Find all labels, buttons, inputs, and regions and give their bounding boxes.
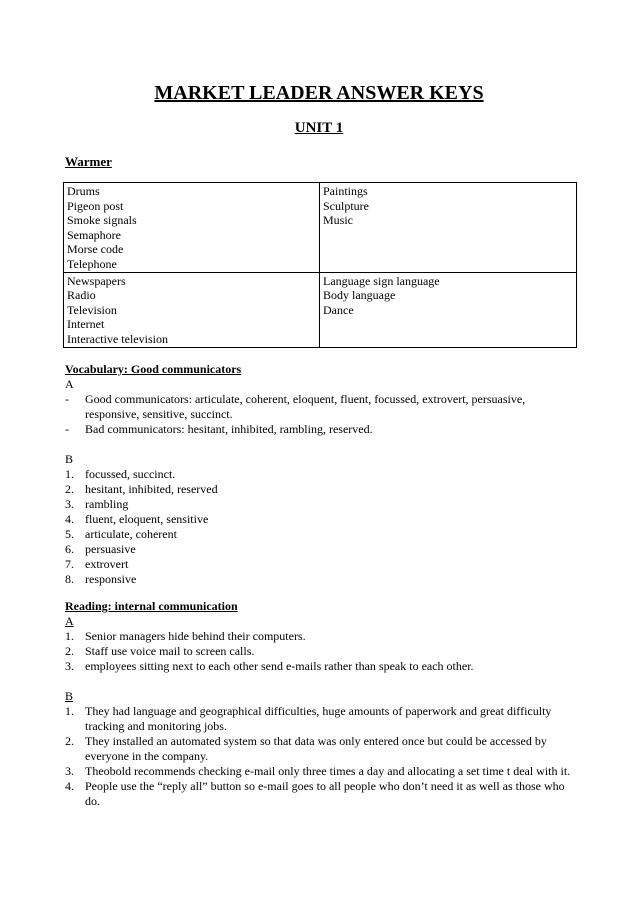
list-marker: -: [65, 392, 69, 406]
warmer-cell-line: Television: [67, 302, 117, 317]
list-item-text: responsive: [85, 572, 137, 586]
list-item-text: Good communicators: articulate, coherent, eloquent, fluent, focussed, extrovert, persuasive, responsive, sensitive, succinct.: [85, 392, 526, 421]
list-item-text: employees sitting next to each other send e-mails rather than speak to each other.: [85, 659, 474, 673]
list-item-text: hesitant, inhibited, reserved: [85, 482, 218, 496]
warmer-cell-line: Interactive television: [67, 331, 168, 346]
list-marker: 3.: [65, 497, 74, 511]
warmer-cell: [64, 183, 320, 273]
warmer-cell-line: Morse code: [67, 242, 124, 257]
list-item: [65, 392, 575, 422]
part-label: A: [65, 377, 74, 391]
list-marker: 4.: [65, 512, 74, 526]
warmer-cell-line: Radio: [67, 288, 96, 303]
reading-heading: Reading: internal communication: [65, 599, 238, 613]
list-item-text: Senior managers hide behind their computers.: [85, 629, 306, 643]
reading-section: [65, 599, 575, 809]
spacer: [65, 437, 575, 452]
warmer-cell-line: Drums: [67, 184, 100, 198]
warmer-cell-line: Music: [323, 213, 353, 228]
warmer-table-row: [64, 272, 577, 347]
warmer-heading: Warmer: [65, 154, 112, 169]
list-marker: 1.: [65, 467, 74, 481]
warmer-cell-line: Sculpture: [323, 198, 369, 213]
list-item-text: They installed an automated system so that data was only entered once but could be accessed by everyone in the company.: [85, 734, 547, 763]
warmer-cell-line: Internet: [67, 317, 105, 332]
list-marker: 1.: [65, 629, 74, 643]
list-marker: 2.: [65, 482, 74, 496]
warmer-cell-line: Newspapers: [67, 273, 126, 288]
list-marker: 2.: [65, 644, 74, 658]
list-item: [65, 704, 575, 734]
part-label: B: [65, 689, 74, 703]
list-item-text: extrovert: [85, 557, 129, 571]
list-item: [65, 542, 575, 557]
warmer-cell-line: Telephone: [67, 256, 117, 271]
list-item-text: persuasive: [85, 542, 136, 556]
warmer-cell: [320, 183, 577, 273]
list-marker: -: [65, 422, 69, 436]
list-item: [65, 482, 575, 497]
warmer-cell: [320, 272, 577, 347]
warmer-table-row: [64, 183, 577, 273]
warmer-cell: [64, 272, 320, 347]
list-item: [65, 764, 575, 779]
warmer-cell-line: Pigeon post: [67, 198, 124, 213]
list-item: [65, 572, 575, 587]
list-item: [65, 659, 575, 674]
list-item-text: Bad communicators: hesitant, inhibited, rambling, reserved.: [85, 422, 373, 436]
part-label: B: [65, 452, 74, 466]
list-item-text: focussed, succinct.: [85, 467, 176, 481]
list-item: [65, 779, 575, 809]
unit-heading: UNIT 1: [294, 120, 344, 136]
vocabulary-heading: Vocabulary: Good communicators: [65, 362, 242, 376]
warmer-table: [63, 182, 577, 348]
list-item-text: articulate, coherent: [85, 527, 177, 541]
warmer-cell-line: Semaphore: [67, 227, 121, 242]
vocabulary-section: [65, 362, 575, 587]
list-item: [65, 557, 575, 572]
list-item-text: fluent, eloquent, sensitive: [85, 512, 209, 526]
list-item-text: Staff use voice mail to screen calls.: [85, 644, 255, 658]
list-item-text: Theobold recommends checking e-mail only three times a day and allocating a set time t deal with it.: [85, 764, 571, 778]
warmer-cell-line: Paintings: [323, 184, 368, 198]
list-item: [65, 734, 575, 764]
list-marker: 3.: [65, 659, 74, 673]
page-title: MARKET LEADER ANSWER KEYS: [154, 82, 484, 104]
list-item-text: They had language and geographical difficulties, huge amounts of paperwork and great difficulty tracking and monitoring jobs.: [85, 704, 552, 733]
list-item: [65, 467, 575, 482]
list-marker: 6.: [65, 542, 74, 556]
list-item: [65, 644, 575, 659]
list-marker: 3.: [65, 764, 74, 778]
warmer-cell-line: Dance: [323, 302, 354, 317]
list-marker: 7.: [65, 557, 74, 571]
list-item: [65, 497, 575, 512]
list-marker: 1.: [65, 704, 74, 718]
warmer-cell-line: Body language: [323, 288, 396, 303]
list-item: [65, 629, 575, 644]
list-item: [65, 422, 575, 437]
spacer: [65, 674, 575, 689]
warmer-cell-line: Smoke signals: [67, 213, 137, 228]
list-item-text: People use the “reply all” button so e-mail goes to all people who don’t need it as well as those who do.: [85, 779, 565, 808]
part-label: A: [65, 614, 74, 628]
list-marker: 4.: [65, 779, 74, 793]
list-marker: 2.: [65, 734, 74, 748]
list-item-text: rambling: [85, 497, 129, 511]
warmer-cell-line: Language sign language: [323, 273, 440, 288]
list-marker: 5.: [65, 527, 74, 541]
list-item: [65, 527, 575, 542]
list-marker: 8.: [65, 572, 74, 586]
list-item: [65, 512, 575, 527]
